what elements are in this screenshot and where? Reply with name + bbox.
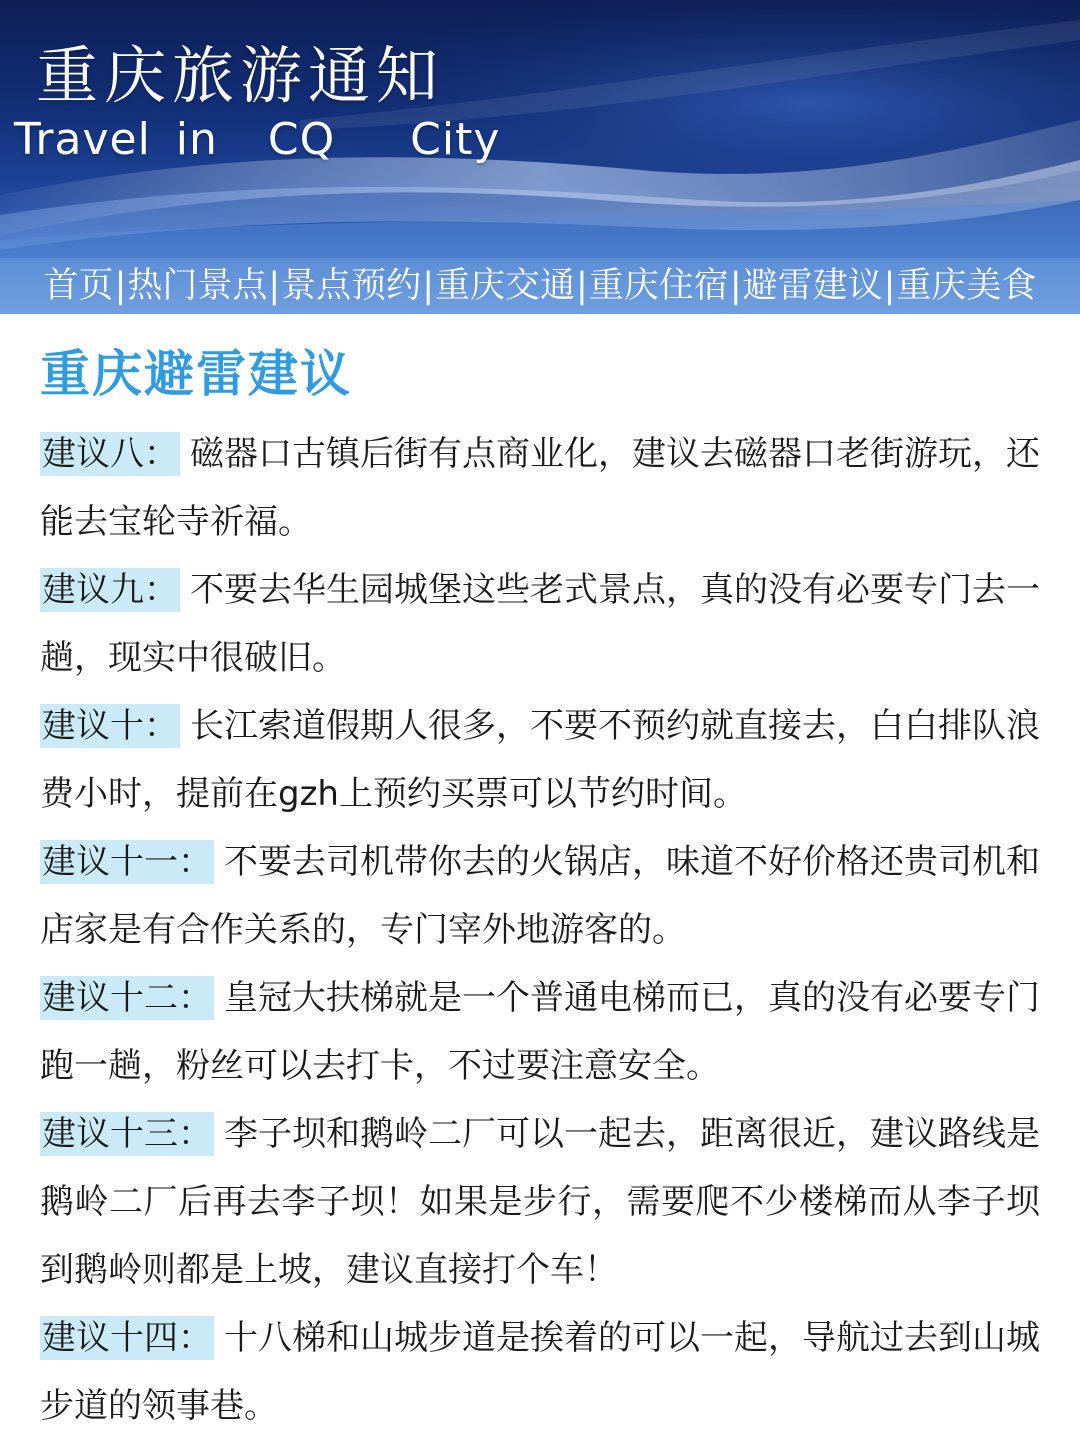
tip-item	[40, 692, 1040, 828]
tip-label: 建议十：	[42, 706, 178, 746]
nav-item-food[interactable]: 重庆美食	[896, 266, 1037, 306]
nav-item-spot-booking[interactable]: 景点预约	[281, 266, 422, 306]
tip-item	[40, 420, 1040, 556]
tip-text: 磁器口古镇后街有点商业化，建议去磁器口老街游玩，还能去宝轮寺祈福。	[40, 434, 1040, 542]
header-banner	[0, 0, 1080, 258]
tip-item	[40, 556, 1040, 692]
tip-text: 李子坝和鹅岭二厂可以一起去，距离很近，建议路线是鹅岭二厂后再去李子坝！如果是步行，需要爬不少楼梯而从李子坝到鹅岭则都是上坡，建议直接打个车！	[40, 1114, 1040, 1290]
tip-text: 长江索道假期人很多，不要不预约就直接去，白白排队浪费小时，提前在gzh上预约买票可以节约时间。	[40, 706, 1040, 814]
tip-label: 建议十一：	[42, 842, 212, 882]
nav-bar	[0, 258, 1080, 314]
tip-label: 建议十二：	[42, 978, 212, 1018]
nav-item-pitfall-tips[interactable]: 避雷建议	[742, 266, 883, 306]
tip-item	[40, 964, 1040, 1100]
tip-text: 十八梯和山城步道是挨着的可以一起，导航过去到山城步道的领事巷。	[40, 1318, 1040, 1426]
tip-label: 建议十四：	[42, 1318, 212, 1358]
nav-separator: |	[268, 266, 281, 306]
tip-label: 建议九：	[42, 570, 178, 610]
nav-separator: |	[422, 266, 434, 306]
banner-title: 重庆旅游通知	[36, 39, 445, 112]
nav-item-popular-spots[interactable]: 热门景点	[127, 266, 268, 306]
section-title: 重庆避雷建议	[40, 345, 352, 403]
tip-text: 不要去司机带你去的火锅店，味道不好价格还贵司机和店家是有合作关系的，专门宰外地游客的。	[40, 842, 1040, 950]
nav-item-home[interactable]: 首页	[43, 266, 114, 306]
tip-item	[40, 828, 1040, 964]
main-content	[40, 336, 1040, 1440]
tip-label: 建议十三：	[42, 1114, 212, 1154]
tip-text: 皇冠大扶梯就是一个普通电梯而已，真的没有必要专门跑一趟，粉丝可以去打卡，不过要注意安全。	[40, 978, 1040, 1086]
banner-subtitle: Travel in CQ City	[14, 114, 501, 165]
nav-separator: |	[576, 266, 588, 306]
nav-item-transport[interactable]: 重庆交通	[434, 266, 575, 306]
tip-label: 建议八：	[42, 434, 178, 474]
tip-item	[40, 1304, 1040, 1440]
nav-item-lodging[interactable]: 重庆住宿	[588, 266, 729, 306]
tip-text: 不要去华生园城堡这些老式景点，真的没有必要专门去一趟，现实中很破旧。	[40, 570, 1040, 678]
nav-separator: |	[114, 266, 127, 306]
tip-item	[40, 1100, 1040, 1304]
nav-separator: |	[883, 266, 896, 306]
nav-separator: |	[729, 266, 742, 306]
